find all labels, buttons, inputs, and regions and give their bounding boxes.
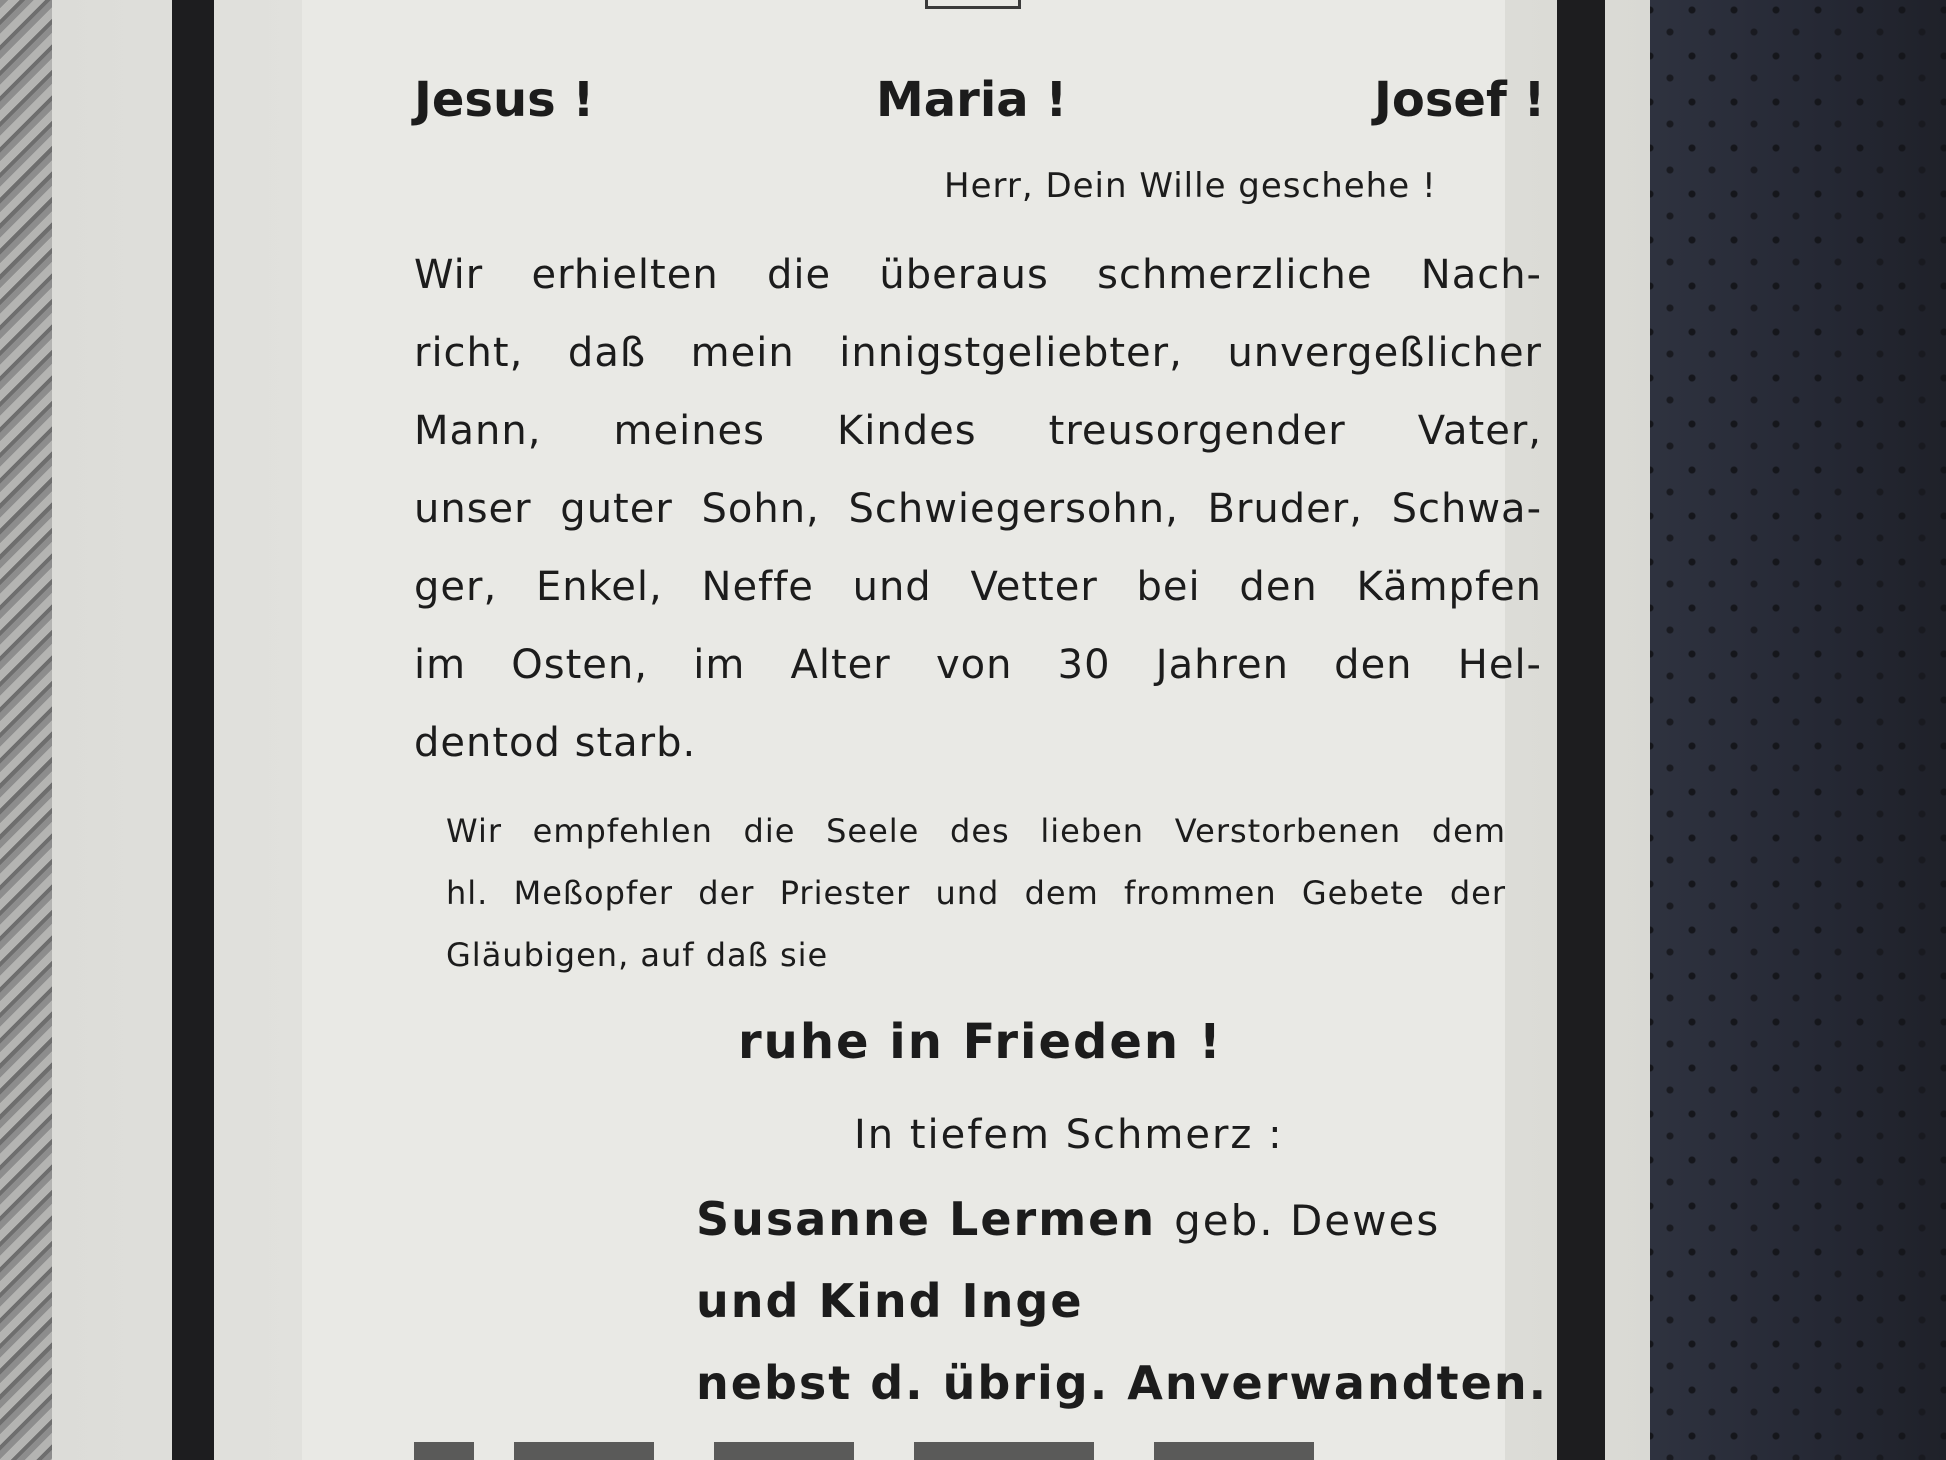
- announcement-line: ger, Enkel, Neffe und Vetter bei den Kämpfen: [414, 564, 1542, 610]
- patterned-background-strip: [0, 0, 52, 1460]
- signature-line-2: und Kind Inge: [696, 1274, 1084, 1328]
- subtitle-prayer: Herr, Dein Wille geschehe !: [944, 166, 1437, 206]
- black-border-inner-right: [1557, 0, 1605, 1460]
- header-jesus: Jesus !: [414, 72, 595, 128]
- recommendation-line: Wir empfehlen die Seele des lieben Verstorbenen dem: [446, 812, 1506, 850]
- signature-name: Susanne Lermen: [696, 1192, 1157, 1246]
- announcement-line: im Osten, im Alter von 30 Jahren den Hel-: [414, 642, 1542, 688]
- announcement-line: Mann, meines Kindes treusorgender Vater,: [414, 408, 1542, 454]
- dark-fabric-background: [1640, 0, 1946, 1460]
- cross-ornament: [925, 0, 1021, 9]
- rest-in-peace: ruhe in Frieden !: [738, 1014, 1223, 1070]
- black-border-outer: [172, 0, 214, 1460]
- signature-maiden-name: geb. Dewes: [1174, 1196, 1441, 1245]
- recommendation-line: hl. Meßopfer der Priester und dem frommen Gebete der: [446, 874, 1506, 912]
- announcement-line: richt, daß mein innigstgeliebter, unvergeßlicher: [414, 330, 1542, 376]
- announcement-line: unser guter Sohn, Schwiegersohn, Bruder, Schwa-: [414, 486, 1542, 532]
- announcement-line: dentod starb.: [414, 720, 697, 766]
- header-josef: Josef !: [1374, 72, 1546, 128]
- signature-line-3: nebst d. übrig. Anverwandten.: [696, 1356, 1549, 1410]
- recommendation-line: Gläubigen, auf daß sie: [446, 936, 829, 974]
- cut-off-text-fragment: [414, 1442, 1514, 1460]
- signature-line-1: [696, 1192, 1440, 1246]
- header-maria: Maria !: [876, 72, 1068, 128]
- announcement-line: Wir erhielten die überaus schmerzliche Nach-: [414, 252, 1542, 298]
- grief-line: In tiefem Schmerz :: [854, 1112, 1284, 1158]
